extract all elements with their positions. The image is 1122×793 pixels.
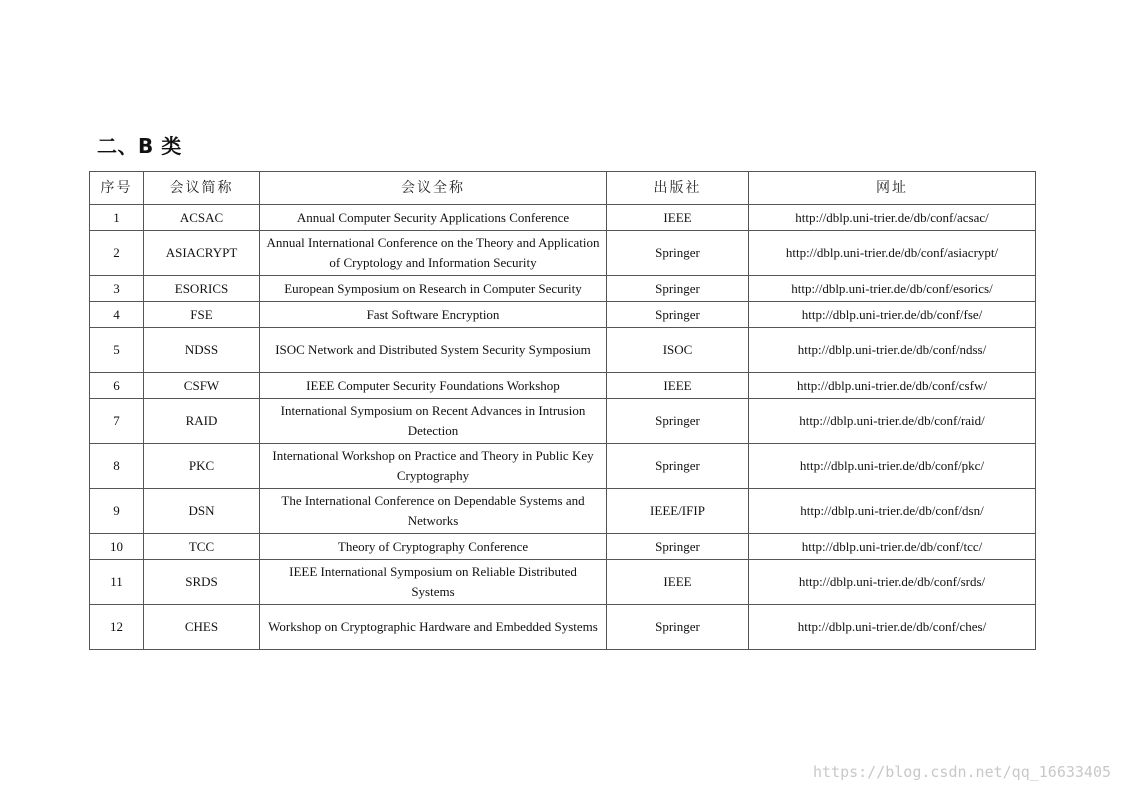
header-number: 序号 — [90, 172, 144, 205]
header-abbreviation: 会议简称 — [144, 172, 260, 205]
row-full-name: Fast Software Encryption — [260, 302, 607, 328]
row-number: 12 — [90, 605, 144, 650]
row-abbreviation: SRDS — [144, 560, 260, 605]
table-row — [90, 231, 1036, 276]
row-number: 2 — [90, 231, 144, 276]
header-full-name: 会议全称 — [260, 172, 607, 205]
row-abbreviation: ASIACRYPT — [144, 231, 260, 276]
table-row — [90, 489, 1036, 534]
row-url-link[interactable]: http://dblp.uni-trier.de/db/conf/acsac/ — [749, 205, 1036, 231]
row-publisher: Springer — [607, 534, 749, 560]
row-full-name: Theory of Cryptography Conference — [260, 534, 607, 560]
row-full-name: Annual International Conference on the Theory and Application of Cryptology and Information Security — [260, 231, 607, 276]
row-number: 5 — [90, 328, 144, 373]
row-full-name: The International Conference on Dependable Systems and Networks — [260, 489, 607, 534]
table-row — [90, 276, 1036, 302]
row-url-link[interactable]: http://dblp.uni-trier.de/db/conf/ndss/ — [749, 328, 1036, 373]
row-publisher: Springer — [607, 231, 749, 276]
row-abbreviation: CSFW — [144, 373, 260, 399]
row-url-link[interactable]: http://dblp.uni-trier.de/db/conf/ches/ — [749, 605, 1036, 650]
row-publisher: Springer — [607, 302, 749, 328]
row-publisher: Springer — [607, 276, 749, 302]
row-url-link[interactable]: http://dblp.uni-trier.de/db/conf/srds/ — [749, 560, 1036, 605]
row-url-link[interactable]: http://dblp.uni-trier.de/db/conf/dsn/ — [749, 489, 1036, 534]
row-abbreviation: PKC — [144, 444, 260, 489]
row-number: 4 — [90, 302, 144, 328]
row-abbreviation: TCC — [144, 534, 260, 560]
row-publisher: ISOC — [607, 328, 749, 373]
row-number: 8 — [90, 444, 144, 489]
header-url: 网址 — [749, 172, 1036, 205]
row-abbreviation: CHES — [144, 605, 260, 650]
row-number: 6 — [90, 373, 144, 399]
row-full-name: IEEE Computer Security Foundations Workshop — [260, 373, 607, 399]
row-url-link[interactable]: http://dblp.uni-trier.de/db/conf/asiacrypt/ — [749, 231, 1036, 276]
row-publisher: Springer — [607, 605, 749, 650]
row-number: 3 — [90, 276, 144, 302]
table-row — [90, 560, 1036, 605]
table-row — [90, 444, 1036, 489]
row-publisher: Springer — [607, 399, 749, 444]
table-header-row — [90, 172, 1036, 205]
row-publisher: IEEE — [607, 373, 749, 399]
row-number: 7 — [90, 399, 144, 444]
table-row — [90, 328, 1036, 373]
table-row — [90, 534, 1036, 560]
row-publisher: IEEE — [607, 560, 749, 605]
watermark: https://blog.csdn.net/qq_16633405 — [812, 763, 1111, 781]
row-url-link[interactable]: http://dblp.uni-trier.de/db/conf/esorics/ — [749, 276, 1036, 302]
table-row — [90, 302, 1036, 328]
row-url-link[interactable]: http://dblp.uni-trier.de/db/conf/pkc/ — [749, 444, 1036, 489]
row-full-name: European Symposium on Research in Computer Security — [260, 276, 607, 302]
row-full-name: ISOC Network and Distributed System Security Symposium — [260, 328, 607, 373]
row-abbreviation: RAID — [144, 399, 260, 444]
row-url-link[interactable]: http://dblp.uni-trier.de/db/conf/fse/ — [749, 302, 1036, 328]
row-publisher: IEEE/IFIP — [607, 489, 749, 534]
table-row — [90, 605, 1036, 650]
row-abbreviation: ESORICS — [144, 276, 260, 302]
row-full-name: International Symposium on Recent Advances in Intrusion Detection — [260, 399, 607, 444]
row-full-name: International Workshop on Practice and Theory in Public Key Cryptography — [260, 444, 607, 489]
row-full-name: Annual Computer Security Applications Conference — [260, 205, 607, 231]
row-url-link[interactable]: http://dblp.uni-trier.de/db/conf/raid/ — [749, 399, 1036, 444]
table-row — [90, 399, 1036, 444]
row-abbreviation: ACSAC — [144, 205, 260, 231]
page-title: 二、B 类 — [97, 134, 182, 158]
row-number: 10 — [90, 534, 144, 560]
row-full-name: Workshop on Cryptographic Hardware and Embedded Systems — [260, 605, 607, 650]
row-publisher: IEEE — [607, 205, 749, 231]
row-number: 9 — [90, 489, 144, 534]
table-row — [90, 373, 1036, 399]
row-number: 11 — [90, 560, 144, 605]
header-publisher: 出版社 — [607, 172, 749, 205]
row-url-link[interactable]: http://dblp.uni-trier.de/db/conf/csfw/ — [749, 373, 1036, 399]
row-url-link[interactable]: http://dblp.uni-trier.de/db/conf/tcc/ — [749, 534, 1036, 560]
conference-table — [89, 171, 1036, 650]
row-abbreviation: FSE — [144, 302, 260, 328]
row-number: 1 — [90, 205, 144, 231]
row-abbreviation: NDSS — [144, 328, 260, 373]
table-row — [90, 205, 1036, 231]
row-full-name: IEEE International Symposium on Reliable Distributed Systems — [260, 560, 607, 605]
row-abbreviation: DSN — [144, 489, 260, 534]
row-publisher: Springer — [607, 444, 749, 489]
